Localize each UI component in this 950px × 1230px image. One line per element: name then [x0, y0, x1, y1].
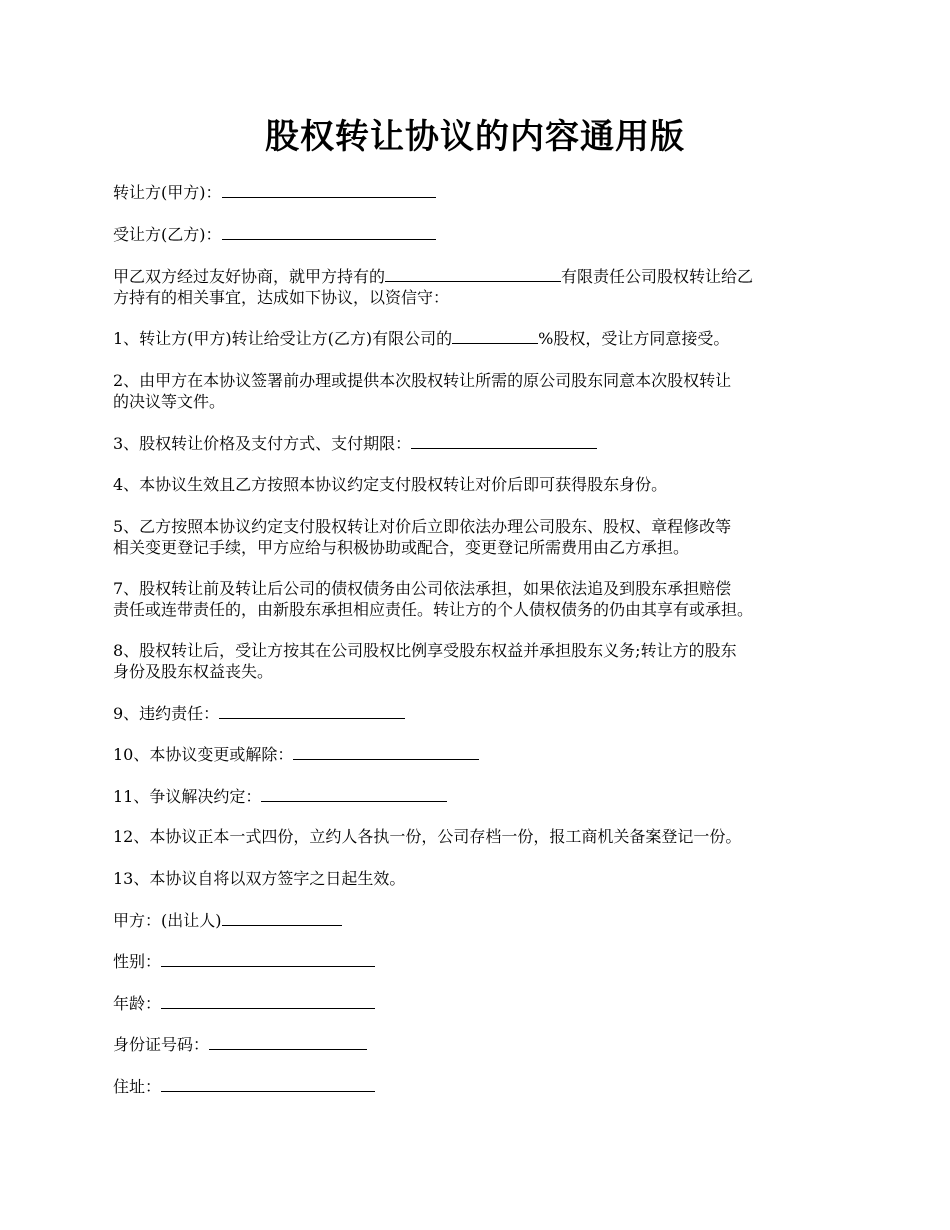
breach-liability-blank[interactable]	[219, 703, 405, 719]
clause-7	[113, 578, 843, 620]
transferor-line	[113, 182, 843, 203]
clause-3	[113, 433, 843, 454]
transferor-blank[interactable]	[222, 182, 436, 198]
clause-13	[113, 868, 843, 889]
id-number-blank[interactable]	[209, 1034, 367, 1050]
clause-5-line-1: 5、乙方按照本协议约定支付股权转让对价后立即依法办理公司股东、股权、章程修改等	[113, 517, 732, 536]
id-number-label: 身份证号码：	[113, 1035, 210, 1054]
clause-11-text: 11、争议解决约定：	[113, 787, 262, 806]
age-blank[interactable]	[161, 993, 375, 1009]
clause-10	[113, 744, 843, 765]
clause-13-text: 13、本协议自将以双方签字之日起生效。	[113, 869, 406, 888]
clause-7-line-2: 责任或连带责任的，由新股东承担相应责任。转让方的个人债权债务的仍由其享有或承担。	[113, 600, 754, 619]
company-name-blank[interactable]	[385, 266, 561, 282]
clause-2	[113, 370, 843, 412]
gender-label: 性别：	[113, 952, 162, 971]
clause-9	[113, 703, 843, 724]
clause-1-text-b: %股权，受让方同意接受。	[538, 329, 730, 348]
transferee-line	[113, 224, 843, 245]
dispute-resolution-blank[interactable]	[261, 786, 447, 802]
transferee-blank[interactable]	[222, 224, 436, 240]
gender-blank[interactable]	[161, 951, 375, 967]
transferee-label: 受让方(乙方)：	[113, 225, 222, 244]
party-a-label: 甲方：(出让人)	[113, 911, 222, 930]
intro-text-b: 有限责任公司股权转让给乙	[561, 267, 754, 286]
price-payment-blank[interactable]	[411, 433, 597, 449]
clause-2-line-2: 的决议等文件。	[113, 392, 226, 411]
party-a-line	[113, 910, 843, 931]
clause-1-text-a: 1、转让方(甲方)转让给受让方(乙方)有限公司的	[113, 329, 453, 348]
share-percent-blank[interactable]	[452, 328, 538, 344]
clause-4	[113, 474, 843, 495]
address-label: 住址：	[113, 1077, 162, 1096]
clause-2-line-1: 2、由甲方在本协议签署前办理或提供本次股权转让所需的原公司股东同意本次股权转让	[113, 371, 732, 390]
clause-9-text: 9、违约责任：	[113, 704, 220, 723]
clause-12	[113, 826, 843, 847]
intro-line-2: 方持有的相关事宜，达成如下协议，以资信守：	[113, 288, 450, 307]
clause-5-line-2: 相关变更登记手续，甲方应给与积极协助或配合，变更登记所需费用由乙方承担。	[113, 538, 690, 557]
intro-line-1	[113, 266, 843, 287]
clause-7-line-1: 7、股权转让前及转让后公司的债权债务由公司依法承担，如果依法追及到股东承担赔偿	[113, 579, 732, 598]
address-blank[interactable]	[161, 1076, 375, 1092]
party-a-blank[interactable]	[222, 910, 342, 926]
clause-3-text: 3、股权转让价格及支付方式、支付期限：	[113, 434, 412, 453]
id-number-line	[113, 1034, 843, 1055]
clause-8-line-1: 8、股权转让后，受让方按其在公司股权比例享受股东权益并承担股东义务;转让方的股东	[113, 641, 737, 660]
document-title: 股权转让协议的内容通用版	[265, 117, 685, 157]
clause-10-text: 10、本协议变更或解除：	[113, 745, 294, 764]
age-line	[113, 993, 843, 1014]
age-label: 年龄：	[113, 994, 162, 1013]
clause-8	[113, 640, 843, 682]
intro-text-a: 甲乙双方经过友好协商，就甲方持有的	[113, 267, 386, 286]
clause-12-text: 12、本协议正本一式四份，立约人各执一份，公司存档一份，报工商机关备案登记一份。	[113, 827, 742, 846]
amendment-blank[interactable]	[293, 744, 479, 760]
clause-11	[113, 786, 843, 807]
gender-line	[113, 951, 843, 972]
transferor-label: 转让方(甲方)：	[113, 183, 222, 202]
intro-paragraph	[113, 266, 843, 308]
address-line	[113, 1076, 843, 1097]
clause-5	[113, 516, 843, 558]
clause-1	[113, 328, 843, 349]
clause-8-line-2: 身份及股东权益丧失。	[113, 662, 274, 681]
clause-4-text: 4、本协议生效且乙方按照本协议约定支付股权转让对价后即可获得股东身份。	[113, 475, 668, 494]
